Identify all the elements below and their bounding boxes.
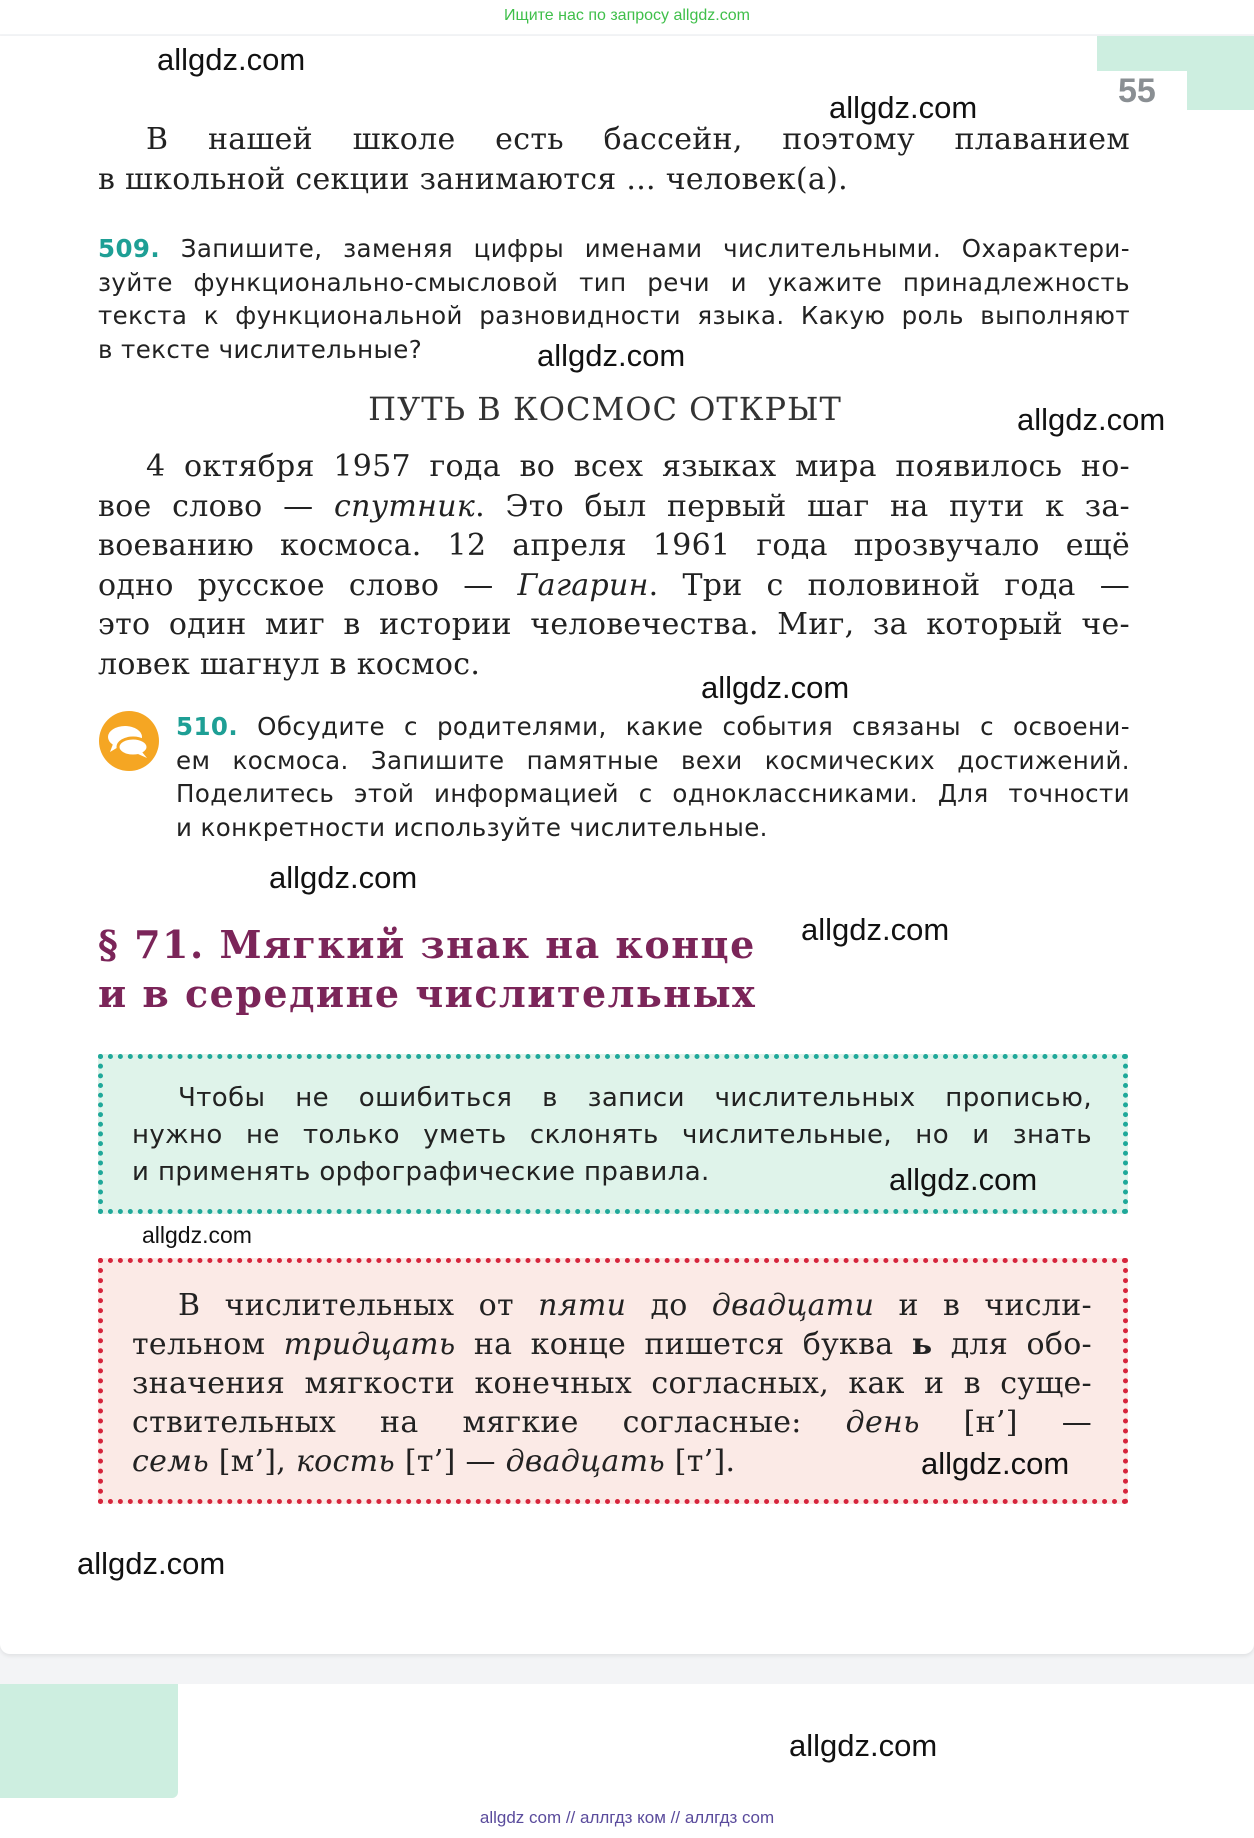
page-number: 55 (1118, 72, 1156, 110)
intro-paragraph (98, 120, 1130, 200)
exercise-510 (176, 710, 1130, 844)
exercise-510-line-3: Поделитесь этой информацией с одноклассниками. Для точности (176, 779, 1130, 808)
section-heading-line-2: и в середине числительных (98, 971, 757, 1016)
green-box-line-3: и применять орфографические правила. (132, 1157, 710, 1187)
exercise-509-line-2: зуйте функционально-смысловой тип речи и укажите принадлежность (98, 267, 1130, 297)
discussion-icon (98, 710, 160, 772)
watermark[interactable]: allgdz.com (142, 1222, 252, 1248)
section-heading (98, 920, 756, 1018)
exercise-510-number: 510. (176, 712, 239, 741)
exercise-510-line-2: ем космоса. Запишите памятные вехи космических достижений. (176, 745, 1130, 775)
green-box-line-2: нужно не только уметь склонять числительные, но и знать (132, 1120, 1092, 1150)
watermark[interactable]: allgdz.com (1017, 402, 1166, 437)
rule-line-3: значения мягкости конечных согласных, как и в суще- (132, 1366, 1092, 1401)
exercise-509-line-4: в тексте числительные? (98, 334, 423, 364)
main-text-line-4: одно русское слово — Гагарин. Три с половиной года — (98, 567, 1130, 603)
rule-line-5: семь [м’], кость [т’] — двадцать [т’]. (132, 1444, 736, 1479)
watermark[interactable]: allgdz.com (829, 90, 978, 125)
footer-links[interactable]: allgdz com // аллгдз ком // аллгдз com (479, 1808, 775, 1827)
exercise-509-line-3: текста к функциональной разновидности языка. Какую роль выполняют (98, 301, 1130, 330)
watermark[interactable]: allgdz.com (889, 1162, 1038, 1197)
intro-line-1: В нашей школе есть бассейн, поэтому плаванием (146, 122, 1130, 157)
watermark[interactable]: allgdz.com (77, 1546, 226, 1581)
watermark[interactable]: allgdz.com (701, 670, 850, 705)
exercise-509-line-1: Запишите, заменяя цифры именами числительными. Охарактери- (180, 234, 1130, 263)
exercise-510-line-4: и конкретности используйте числительные. (176, 812, 768, 842)
rule-line-1: В числительных от пяти до двадцати и в числи- (178, 1288, 1092, 1323)
intro-line-2: в школьной секции занимаются ... человек(а). (98, 162, 848, 197)
section-heading-line-1: § 71. Мягкий знак на конце (98, 922, 756, 967)
green-box-line-1: Чтобы не ошибиться в записи числительных прописью, (178, 1083, 1092, 1113)
rule-line-4: ствительных на мягкие согласные: день [н’] — (132, 1405, 1092, 1440)
top-banner (0, 0, 1254, 34)
watermark[interactable]: allgdz.com (789, 1728, 938, 1763)
watermark[interactable]: allgdz.com (269, 860, 418, 895)
main-text (98, 447, 1130, 684)
watermark[interactable]: allgdz.com (537, 338, 686, 373)
main-text-line-5: это один миг в истории человечества. Миг, за который че- (98, 607, 1130, 642)
main-text-line-3: воеванию космоса. 12 апреля 1961 года прозвучало ещё (98, 528, 1130, 563)
watermark[interactable]: allgdz.com (801, 912, 950, 947)
main-text-line-1: 4 октября 1957 года во всех языках мира появилось но- (146, 449, 1130, 484)
next-page-corner-tab (0, 1684, 178, 1798)
watermark[interactable]: allgdz.com (921, 1446, 1070, 1481)
top-banner-text[interactable]: Ищите нас по запросу allgdz.com (504, 7, 750, 24)
exercise-510-line-1: Обсудите с родителями, какие события связаны с освоени- (257, 712, 1130, 741)
text-title: ПУТЬ В КОСМОС ОТКРЫТ (368, 390, 842, 428)
rule-line-2: тельном тридцать на конце пишется буква ь для обо- (132, 1327, 1092, 1362)
main-text-line-2: вое слово — спутник. Это был первый шаг на пути к за- (98, 488, 1130, 524)
exercise-509-number: 509. (98, 234, 161, 263)
watermark[interactable]: allgdz.com (157, 42, 306, 77)
main-text-line-6: ловек шагнул в космос. (98, 646, 481, 682)
